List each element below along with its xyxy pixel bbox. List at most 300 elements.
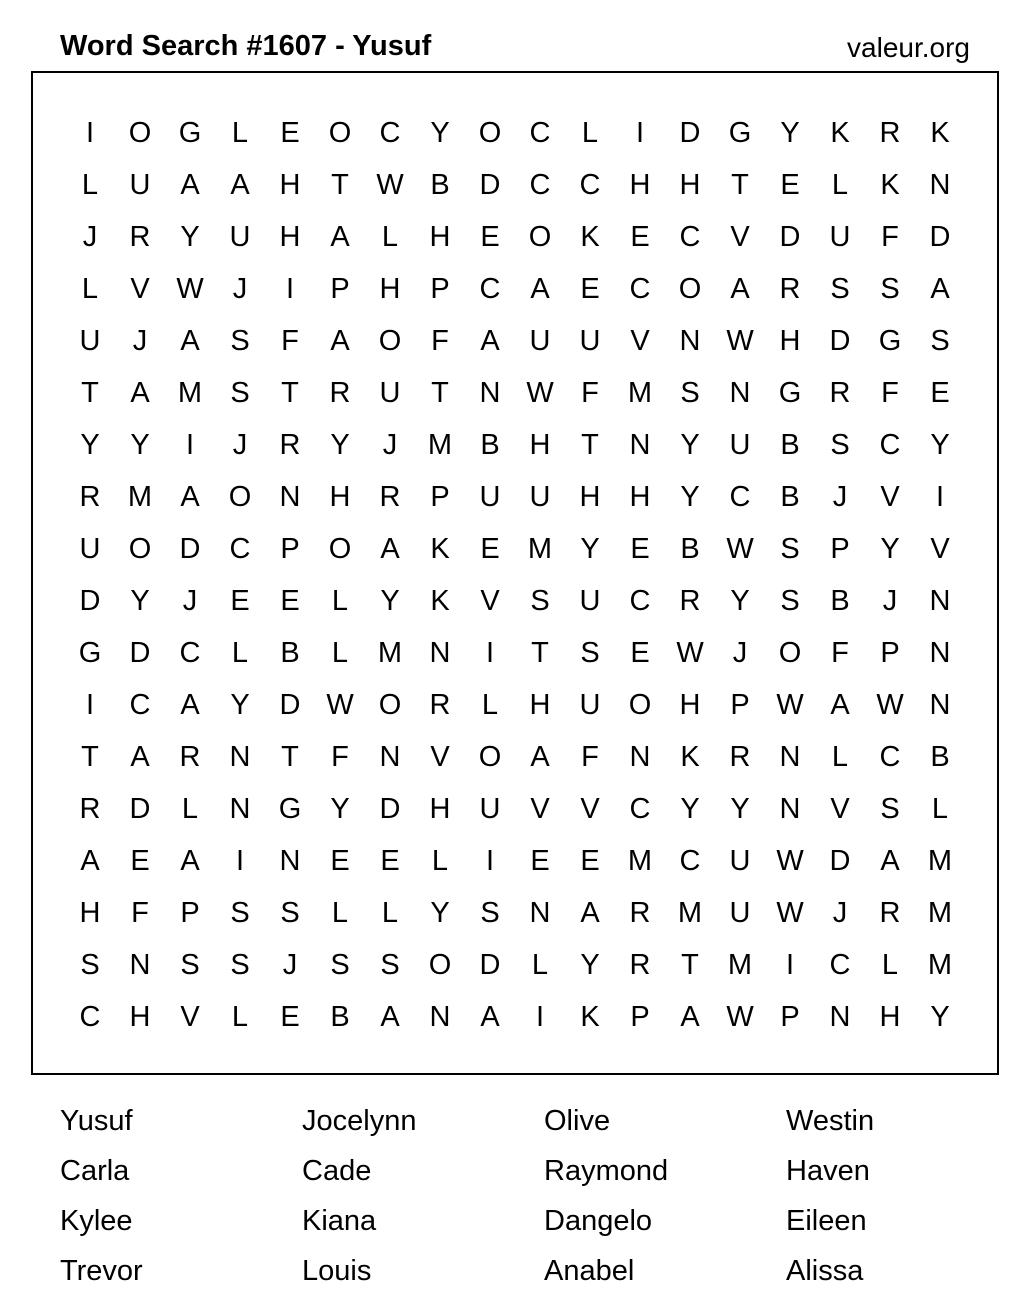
grid-letter[interactable]: W bbox=[776, 688, 804, 721]
grid-letter[interactable]: T bbox=[531, 636, 549, 669]
grid-letter[interactable]: F bbox=[831, 636, 849, 669]
grid-letter[interactable]: E bbox=[630, 636, 650, 669]
grid-letter[interactable]: Y bbox=[680, 792, 700, 825]
grid-letter[interactable]: N bbox=[629, 428, 651, 461]
grid-letter[interactable]: Y bbox=[930, 428, 950, 461]
grid-letter[interactable]: F bbox=[331, 740, 349, 773]
grid-letter[interactable]: S bbox=[580, 636, 600, 669]
grid-letter[interactable]: E bbox=[780, 168, 800, 201]
grid-letter[interactable]: P bbox=[730, 688, 750, 721]
grid-letter[interactable]: F bbox=[131, 896, 149, 929]
grid-letter[interactable]: H bbox=[529, 688, 551, 721]
grid-letter[interactable]: T bbox=[281, 740, 299, 773]
grid-letter[interactable]: N bbox=[229, 792, 251, 825]
grid-letter[interactable]: H bbox=[679, 168, 701, 201]
grid-letter[interactable]: H bbox=[279, 168, 301, 201]
grid-letter[interactable]: J bbox=[832, 480, 848, 513]
grid-letter[interactable]: A bbox=[380, 532, 400, 565]
grid-letter[interactable]: K bbox=[930, 116, 950, 149]
grid-letter[interactable]: Y bbox=[580, 948, 600, 981]
grid-letter[interactable]: U bbox=[229, 220, 251, 253]
grid-letter[interactable]: S bbox=[230, 948, 250, 981]
grid-letter[interactable]: W bbox=[776, 896, 804, 929]
grid-letter[interactable]: Y bbox=[330, 428, 350, 461]
grid-letter[interactable]: S bbox=[330, 948, 350, 981]
grid-letter[interactable]: E bbox=[280, 1000, 300, 1033]
grid-letter[interactable]: H bbox=[629, 168, 651, 201]
grid-letter[interactable]: H bbox=[879, 1000, 901, 1033]
grid-letter[interactable]: H bbox=[679, 688, 701, 721]
grid-letter[interactable]: U bbox=[579, 324, 601, 357]
grid-letter[interactable]: F bbox=[881, 220, 899, 253]
grid-letter[interactable]: U bbox=[529, 324, 551, 357]
grid-letter[interactable]: D bbox=[679, 116, 701, 149]
grid-letter[interactable]: I bbox=[485, 636, 495, 669]
grid-letter[interactable]: K bbox=[430, 584, 450, 617]
grid-letter[interactable]: U bbox=[129, 168, 151, 201]
grid-letter[interactable]: L bbox=[481, 688, 499, 721]
grid-letter[interactable]: T bbox=[331, 168, 349, 201]
grid-letter[interactable]: V bbox=[730, 220, 750, 253]
grid-letter[interactable]: A bbox=[180, 688, 200, 721]
grid-letter[interactable]: G bbox=[778, 376, 802, 409]
grid-letter[interactable]: U bbox=[479, 480, 501, 513]
grid-letter[interactable]: A bbox=[230, 168, 250, 201]
grid-letter[interactable]: W bbox=[526, 376, 554, 409]
grid-letter[interactable]: P bbox=[880, 636, 900, 669]
grid-letter[interactable]: M bbox=[677, 896, 703, 929]
grid-letter[interactable]: S bbox=[230, 376, 250, 409]
grid-letter[interactable]: D bbox=[779, 220, 801, 253]
grid-letter[interactable]: Y bbox=[880, 532, 900, 565]
grid-letter[interactable]: M bbox=[127, 480, 153, 513]
grid-letter[interactable]: U bbox=[729, 844, 751, 877]
grid-letter[interactable]: S bbox=[780, 532, 800, 565]
grid-letter[interactable]: N bbox=[279, 844, 301, 877]
grid-letter[interactable]: P bbox=[330, 272, 350, 305]
grid-letter[interactable]: R bbox=[679, 584, 701, 617]
grid-letter[interactable]: D bbox=[129, 792, 151, 825]
grid-letter[interactable]: N bbox=[429, 1000, 451, 1033]
grid-letter[interactable]: E bbox=[230, 584, 250, 617]
grid-letter[interactable]: R bbox=[79, 480, 101, 513]
grid-letter[interactable]: U bbox=[79, 532, 101, 565]
grid-letter[interactable]: S bbox=[930, 324, 950, 357]
grid-letter[interactable]: N bbox=[379, 740, 401, 773]
grid-letter[interactable]: M bbox=[927, 844, 953, 877]
grid-letter[interactable]: C bbox=[579, 168, 601, 201]
grid-letter[interactable]: V bbox=[580, 792, 600, 825]
grid-letter[interactable]: E bbox=[280, 116, 300, 149]
grid-letter[interactable]: E bbox=[130, 844, 150, 877]
grid-letter[interactable]: S bbox=[880, 792, 900, 825]
grid-letter[interactable]: L bbox=[531, 948, 549, 981]
grid-letter[interactable]: N bbox=[779, 792, 801, 825]
grid-letter[interactable]: W bbox=[676, 636, 704, 669]
grid-letter[interactable]: J bbox=[832, 896, 848, 929]
grid-letter[interactable]: W bbox=[726, 1000, 754, 1033]
grid-letter[interactable]: O bbox=[128, 532, 152, 565]
grid-letter[interactable]: K bbox=[580, 220, 600, 253]
grid-letter[interactable]: N bbox=[679, 324, 701, 357]
grid-letter[interactable]: Y bbox=[730, 792, 750, 825]
grid-letter[interactable]: F bbox=[281, 324, 299, 357]
grid-letter[interactable]: E bbox=[630, 532, 650, 565]
grid-letter[interactable]: I bbox=[485, 844, 495, 877]
grid-letter[interactable]: C bbox=[129, 688, 151, 721]
grid-letter[interactable]: V bbox=[480, 584, 500, 617]
grid-letter[interactable]: C bbox=[229, 532, 251, 565]
grid-letter[interactable]: R bbox=[879, 116, 901, 149]
grid-letter[interactable]: L bbox=[881, 948, 899, 981]
grid-letter[interactable]: E bbox=[530, 844, 550, 877]
grid-letter[interactable]: O bbox=[378, 688, 402, 721]
grid-letter[interactable]: I bbox=[185, 428, 195, 461]
grid-letter[interactable]: V bbox=[530, 792, 550, 825]
grid-letter[interactable]: J bbox=[732, 636, 748, 669]
grid-letter[interactable]: I bbox=[935, 480, 945, 513]
grid-letter[interactable]: Y bbox=[180, 220, 200, 253]
grid-letter[interactable]: O bbox=[628, 688, 652, 721]
grid-letter[interactable]: I bbox=[85, 116, 95, 149]
grid-letter[interactable]: Y bbox=[580, 532, 600, 565]
grid-letter[interactable]: A bbox=[580, 896, 600, 929]
grid-letter[interactable]: P bbox=[430, 272, 450, 305]
grid-letter[interactable]: A bbox=[180, 324, 200, 357]
grid-letter[interactable]: H bbox=[79, 896, 101, 929]
grid-letter[interactable]: M bbox=[927, 896, 953, 929]
grid-letter[interactable]: H bbox=[279, 220, 301, 253]
grid-letter[interactable]: J bbox=[282, 948, 298, 981]
grid-letter[interactable]: O bbox=[478, 116, 502, 149]
grid-letter[interactable]: L bbox=[181, 792, 199, 825]
grid-letter[interactable]: G bbox=[178, 116, 202, 149]
grid-letter[interactable]: P bbox=[830, 532, 850, 565]
grid-letter[interactable]: J bbox=[132, 324, 148, 357]
grid-letter[interactable]: M bbox=[627, 844, 653, 877]
grid-letter[interactable]: Y bbox=[730, 584, 750, 617]
grid-letter[interactable]: J bbox=[182, 584, 198, 617]
grid-letter[interactable]: R bbox=[879, 896, 901, 929]
grid-letter[interactable]: L bbox=[231, 636, 249, 669]
grid-letter[interactable]: R bbox=[79, 792, 101, 825]
grid-letter[interactable]: S bbox=[230, 896, 250, 929]
grid-letter[interactable]: A bbox=[130, 740, 150, 773]
grid-letter[interactable]: N bbox=[479, 376, 501, 409]
grid-letter[interactable]: E bbox=[330, 844, 350, 877]
grid-letter[interactable]: W bbox=[776, 844, 804, 877]
grid-letter[interactable]: I bbox=[235, 844, 245, 877]
grid-letter[interactable]: D bbox=[129, 636, 151, 669]
grid-letter[interactable]: D bbox=[829, 844, 851, 877]
grid-letter[interactable]: M bbox=[177, 376, 203, 409]
grid-letter[interactable]: I bbox=[285, 272, 295, 305]
grid-letter[interactable]: C bbox=[829, 948, 851, 981]
grid-letter[interactable]: H bbox=[629, 480, 651, 513]
grid-letter[interactable]: E bbox=[480, 532, 500, 565]
grid-letter[interactable]: D bbox=[929, 220, 951, 253]
grid-letter[interactable]: Y bbox=[680, 428, 700, 461]
grid-letter[interactable]: P bbox=[180, 896, 200, 929]
grid-letter[interactable]: C bbox=[879, 740, 901, 773]
grid-letter[interactable]: A bbox=[480, 324, 500, 357]
grid-letter[interactable]: N bbox=[279, 480, 301, 513]
grid-letter[interactable]: L bbox=[331, 896, 349, 929]
grid-letter[interactable]: O bbox=[328, 532, 352, 565]
grid-letter[interactable]: B bbox=[780, 428, 800, 461]
grid-letter[interactable]: C bbox=[79, 1000, 101, 1033]
grid-letter[interactable]: A bbox=[180, 168, 200, 201]
grid-letter[interactable]: R bbox=[779, 272, 801, 305]
grid-letter[interactable]: U bbox=[79, 324, 101, 357]
grid-letter[interactable]: S bbox=[880, 272, 900, 305]
grid-letter[interactable]: H bbox=[429, 792, 451, 825]
grid-letter[interactable]: R bbox=[379, 480, 401, 513]
grid-letter[interactable]: L bbox=[581, 116, 599, 149]
grid-letter[interactable]: U bbox=[579, 584, 601, 617]
grid-letter[interactable]: N bbox=[629, 740, 651, 773]
grid-letter[interactable]: K bbox=[580, 1000, 600, 1033]
grid-letter[interactable]: B bbox=[930, 740, 950, 773]
grid-letter[interactable]: S bbox=[280, 896, 300, 929]
grid-letter[interactable]: A bbox=[930, 272, 950, 305]
grid-letter[interactable]: V bbox=[180, 1000, 200, 1033]
grid-letter[interactable]: Y bbox=[930, 1000, 950, 1033]
grid-letter[interactable]: Y bbox=[330, 792, 350, 825]
grid-letter[interactable]: P bbox=[630, 1000, 650, 1033]
grid-letter[interactable]: A bbox=[830, 688, 850, 721]
grid-letter[interactable]: D bbox=[279, 688, 301, 721]
grid-letter[interactable]: W bbox=[176, 272, 204, 305]
grid-letter[interactable]: Y bbox=[80, 428, 100, 461]
grid-letter[interactable]: H bbox=[579, 480, 601, 513]
grid-letter[interactable]: P bbox=[430, 480, 450, 513]
grid-letter[interactable]: C bbox=[879, 428, 901, 461]
grid-letter[interactable]: L bbox=[831, 740, 849, 773]
grid-letter[interactable]: L bbox=[381, 896, 399, 929]
grid-letter[interactable]: Y bbox=[380, 584, 400, 617]
grid-letter[interactable]: E bbox=[580, 272, 600, 305]
grid-letter[interactable]: R bbox=[629, 948, 651, 981]
grid-letter[interactable]: R bbox=[329, 376, 351, 409]
grid-letter[interactable]: F bbox=[431, 324, 449, 357]
grid-letter[interactable]: D bbox=[79, 584, 101, 617]
grid-letter[interactable]: G bbox=[278, 792, 302, 825]
grid-letter[interactable]: G bbox=[78, 636, 102, 669]
grid-letter[interactable]: L bbox=[231, 116, 249, 149]
grid-letter[interactable]: S bbox=[780, 584, 800, 617]
grid-letter[interactable]: N bbox=[779, 740, 801, 773]
grid-letter[interactable]: R bbox=[179, 740, 201, 773]
grid-letter[interactable]: E bbox=[930, 376, 950, 409]
grid-letter[interactable]: B bbox=[780, 480, 800, 513]
grid-letter[interactable]: B bbox=[430, 168, 450, 201]
grid-letter[interactable]: D bbox=[479, 168, 501, 201]
grid-letter[interactable]: C bbox=[629, 792, 651, 825]
grid-letter[interactable]: S bbox=[830, 428, 850, 461]
grid-letter[interactable]: T bbox=[81, 376, 99, 409]
grid-letter[interactable]: G bbox=[728, 116, 752, 149]
grid-letter[interactable]: L bbox=[331, 584, 349, 617]
grid-letter[interactable]: N bbox=[929, 168, 951, 201]
grid-letter[interactable]: N bbox=[729, 376, 751, 409]
grid-letter[interactable]: O bbox=[528, 220, 552, 253]
grid-letter[interactable]: S bbox=[380, 948, 400, 981]
grid-letter[interactable]: D bbox=[379, 792, 401, 825]
grid-letter[interactable]: U bbox=[729, 428, 751, 461]
grid-letter[interactable]: A bbox=[480, 1000, 500, 1033]
grid-letter[interactable]: J bbox=[232, 428, 248, 461]
grid-letter[interactable]: Y bbox=[780, 116, 800, 149]
grid-letter[interactable]: M bbox=[527, 532, 553, 565]
grid-letter[interactable]: B bbox=[280, 636, 300, 669]
grid-letter[interactable]: L bbox=[381, 220, 399, 253]
grid-letter[interactable]: L bbox=[331, 636, 349, 669]
grid-letter[interactable]: M bbox=[427, 428, 453, 461]
grid-letter[interactable]: G bbox=[878, 324, 902, 357]
grid-letter[interactable]: O bbox=[378, 324, 402, 357]
grid-letter[interactable]: A bbox=[80, 844, 100, 877]
grid-letter[interactable]: M bbox=[627, 376, 653, 409]
grid-letter[interactable]: Y bbox=[680, 480, 700, 513]
grid-letter[interactable]: U bbox=[729, 896, 751, 929]
grid-letter[interactable]: W bbox=[376, 168, 404, 201]
grid-letter[interactable]: S bbox=[530, 584, 550, 617]
grid-letter[interactable]: O bbox=[228, 480, 252, 513]
grid-letter[interactable]: P bbox=[280, 532, 300, 565]
grid-letter[interactable]: A bbox=[180, 844, 200, 877]
grid-letter[interactable]: A bbox=[530, 272, 550, 305]
grid-letter[interactable]: B bbox=[480, 428, 500, 461]
grid-letter[interactable]: A bbox=[730, 272, 750, 305]
grid-letter[interactable]: E bbox=[280, 584, 300, 617]
grid-letter[interactable]: C bbox=[379, 116, 401, 149]
grid-letter[interactable]: U bbox=[479, 792, 501, 825]
grid-letter[interactable]: R bbox=[429, 688, 451, 721]
grid-letter[interactable]: C bbox=[729, 480, 751, 513]
grid-letter[interactable]: U bbox=[579, 688, 601, 721]
grid-letter[interactable]: V bbox=[880, 480, 900, 513]
grid-letter[interactable]: I bbox=[85, 688, 95, 721]
grid-letter[interactable]: A bbox=[330, 324, 350, 357]
grid-letter[interactable]: N bbox=[929, 636, 951, 669]
grid-letter[interactable]: M bbox=[377, 636, 403, 669]
grid-letter[interactable]: Y bbox=[430, 896, 450, 929]
grid-letter[interactable]: W bbox=[326, 688, 354, 721]
grid-letter[interactable]: C bbox=[529, 116, 551, 149]
grid-letter[interactable]: M bbox=[727, 948, 753, 981]
grid-letter[interactable]: D bbox=[179, 532, 201, 565]
grid-letter[interactable]: V bbox=[430, 740, 450, 773]
grid-letter[interactable]: B bbox=[830, 584, 850, 617]
grid-letter[interactable]: V bbox=[630, 324, 650, 357]
grid-letter[interactable]: O bbox=[678, 272, 702, 305]
grid-letter[interactable]: U bbox=[379, 376, 401, 409]
grid-letter[interactable]: S bbox=[680, 376, 700, 409]
grid-letter[interactable]: V bbox=[130, 272, 150, 305]
grid-letter[interactable]: E bbox=[630, 220, 650, 253]
grid-letter[interactable]: R bbox=[279, 428, 301, 461]
grid-letter[interactable]: O bbox=[328, 116, 352, 149]
grid-letter[interactable]: I bbox=[535, 1000, 545, 1033]
grid-letter[interactable]: T bbox=[281, 376, 299, 409]
grid-letter[interactable]: H bbox=[429, 220, 451, 253]
grid-letter[interactable]: H bbox=[379, 272, 401, 305]
grid-letter[interactable]: F bbox=[581, 376, 599, 409]
grid-letter[interactable]: K bbox=[830, 116, 850, 149]
grid-letter[interactable]: A bbox=[330, 220, 350, 253]
grid-letter[interactable]: B bbox=[680, 532, 700, 565]
grid-letter[interactable]: T bbox=[581, 428, 599, 461]
grid-letter[interactable]: C bbox=[179, 636, 201, 669]
grid-letter[interactable]: T bbox=[81, 740, 99, 773]
grid-letter[interactable]: O bbox=[778, 636, 802, 669]
grid-letter[interactable]: D bbox=[829, 324, 851, 357]
grid-letter[interactable]: L bbox=[831, 168, 849, 201]
grid-letter[interactable]: F bbox=[881, 376, 899, 409]
grid-letter[interactable]: N bbox=[529, 896, 551, 929]
grid-letter[interactable]: P bbox=[780, 1000, 800, 1033]
grid-letter[interactable]: E bbox=[580, 844, 600, 877]
grid-letter[interactable]: S bbox=[830, 272, 850, 305]
grid-letter[interactable]: R bbox=[629, 896, 651, 929]
grid-letter[interactable]: F bbox=[581, 740, 599, 773]
grid-letter[interactable]: N bbox=[929, 688, 951, 721]
grid-letter[interactable]: Y bbox=[130, 584, 150, 617]
grid-letter[interactable]: Y bbox=[130, 428, 150, 461]
grid-letter[interactable]: W bbox=[726, 324, 754, 357]
grid-letter[interactable]: H bbox=[529, 428, 551, 461]
grid-letter[interactable]: R bbox=[829, 376, 851, 409]
grid-letter[interactable]: J bbox=[232, 272, 248, 305]
grid-letter[interactable]: E bbox=[480, 220, 500, 253]
grid-letter[interactable]: S bbox=[230, 324, 250, 357]
grid-letter[interactable]: T bbox=[681, 948, 699, 981]
grid-letter[interactable]: N bbox=[129, 948, 151, 981]
grid-letter[interactable]: C bbox=[629, 584, 651, 617]
grid-letter[interactable]: A bbox=[880, 844, 900, 877]
grid-letter[interactable]: I bbox=[785, 948, 795, 981]
grid-letter[interactable]: B bbox=[330, 1000, 350, 1033]
grid-letter[interactable]: U bbox=[829, 220, 851, 253]
grid-letter[interactable]: Y bbox=[430, 116, 450, 149]
grid-letter[interactable]: R bbox=[129, 220, 151, 253]
grid-letter[interactable]: C bbox=[529, 168, 551, 201]
grid-letter[interactable]: A bbox=[680, 1000, 700, 1033]
grid-letter[interactable]: A bbox=[180, 480, 200, 513]
grid-letter[interactable]: N bbox=[929, 584, 951, 617]
grid-letter[interactable]: T bbox=[731, 168, 749, 201]
grid-letter[interactable]: L bbox=[431, 844, 449, 877]
grid-letter[interactable]: N bbox=[229, 740, 251, 773]
grid-letter[interactable]: L bbox=[931, 792, 949, 825]
grid-letter[interactable]: V bbox=[830, 792, 850, 825]
grid-letter[interactable]: K bbox=[880, 168, 900, 201]
grid-letter[interactable]: I bbox=[635, 116, 645, 149]
grid-letter[interactable]: R bbox=[729, 740, 751, 773]
grid-letter[interactable]: K bbox=[430, 532, 450, 565]
grid-letter[interactable]: O bbox=[128, 116, 152, 149]
grid-letter[interactable]: M bbox=[927, 948, 953, 981]
grid-letter[interactable]: C bbox=[629, 272, 651, 305]
grid-letter[interactable]: H bbox=[329, 480, 351, 513]
grid-letter[interactable]: W bbox=[726, 532, 754, 565]
grid-letter[interactable]: T bbox=[431, 376, 449, 409]
grid-letter[interactable]: W bbox=[876, 688, 904, 721]
grid-letter[interactable]: S bbox=[180, 948, 200, 981]
grid-letter[interactable]: H bbox=[779, 324, 801, 357]
grid-letter[interactable]: C bbox=[479, 272, 501, 305]
